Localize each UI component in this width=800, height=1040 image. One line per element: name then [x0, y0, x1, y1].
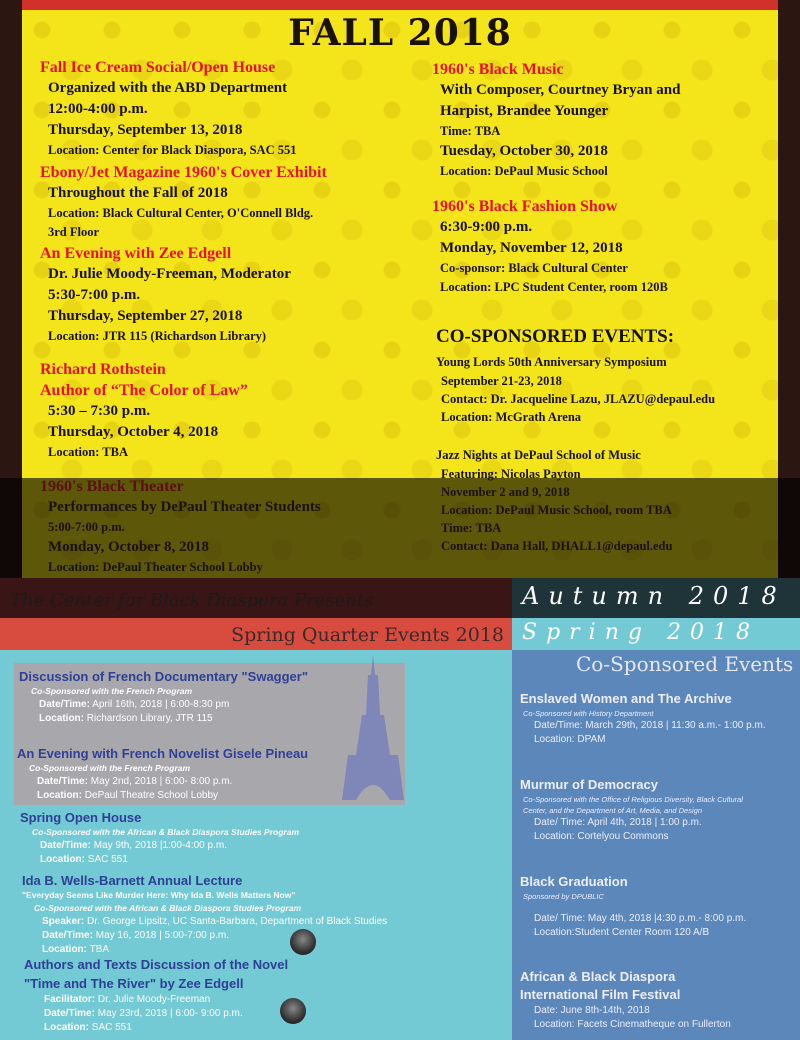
event-detail: Date: June 8th-14th, 2018 — [534, 1005, 650, 1016]
detail-value: TBA — [89, 944, 110, 955]
detail-label: Location: — [39, 713, 84, 724]
event-detail: Monday, October 8, 2018 — [48, 539, 209, 555]
event-detail — [24, 1007, 288, 1021]
detail-label: Location: — [37, 790, 82, 801]
event-detail: 3rd Floor — [48, 225, 100, 239]
event-title: Richard Rothstein — [40, 361, 166, 378]
fall-event — [40, 243, 291, 346]
event-detail — [20, 839, 299, 853]
event-detail: Contact: Dr. Jacqueline Lazu, JLAZU@depaul.edu — [441, 392, 716, 406]
event-detail — [19, 698, 308, 712]
event-title: 1960's Black Theater — [40, 478, 184, 495]
event-detail: Dr. Julie Moody-Freeman, Moderator — [48, 266, 291, 282]
event-title: 1960's Black Fashion Show — [432, 198, 618, 215]
event-title: Author of “The Color of Law” — [40, 382, 248, 399]
event-title: Authors and Texts Discussion of the Novel — [24, 957, 289, 972]
detail-value: May 16, 2018 | 5:00-7:00 p.m. — [95, 930, 229, 941]
ida-b-wells-photo — [290, 929, 316, 955]
event-detail: Location: DePaul Theater School Lobby — [48, 560, 263, 574]
event-detail: 5:30 – 7:30 p.m. — [48, 403, 151, 419]
fall-event — [40, 57, 297, 160]
event-detail: Monday, November 12, 2018 — [440, 240, 623, 256]
event-detail: Organized with the ABD Department — [48, 80, 288, 96]
fall-event — [40, 359, 248, 462]
spring-event — [22, 872, 387, 957]
fall-title: FALL 2018 — [288, 12, 512, 54]
event-title: Black Graduation — [520, 874, 628, 889]
detail-label: Facilitator: — [44, 994, 96, 1005]
event-detail — [24, 1021, 288, 1035]
detail-label: Date/Time: — [42, 930, 93, 941]
detail-label: Date/Time: — [44, 1008, 95, 1019]
cosponsored-event — [520, 968, 731, 1032]
event-detail: Co-sponsor: Black Cultural Center — [440, 261, 628, 275]
event-detail: 5:00-7:00 p.m. — [48, 520, 125, 534]
event-detail: Location: Center for Black Diaspora, SAC 551 — [48, 143, 297, 157]
event-cosponsor: Co-Sponsored with the African & Black Diaspora Studies Program — [32, 827, 300, 837]
event-detail: Date/Time: March 29th, 2018 | 11:30 a.m.- 1:00 p.m. — [534, 720, 766, 731]
spring-label: Spring 2018 — [522, 620, 759, 645]
spring-quarter-heading: Spring Quarter Events 2018 — [231, 624, 504, 646]
spring-event — [17, 745, 308, 803]
event-detail: Thursday, September 13, 2018 — [48, 122, 243, 138]
event-detail: November 2 and 9, 2018 — [441, 485, 570, 499]
detail-value: April 16th, 2018 | 6:00-8:30 pm — [92, 699, 230, 710]
event-detail: Performances by DePaul Theater Students — [48, 499, 321, 515]
event-detail: Location: Black Cultural Center, O'Connell Bldg. — [48, 206, 314, 220]
event-title: African & Black Diaspora — [520, 969, 676, 984]
fall-event — [40, 162, 327, 242]
detail-value: May 23rd, 2018 | 6:00- 9:00 p.m. — [97, 1008, 243, 1019]
cosponsored-heading: CO-SPONSORED EVENTS: — [436, 326, 675, 347]
spring-event — [24, 955, 288, 1035]
detail-label: Location: — [42, 944, 87, 955]
cosponsored-event — [436, 446, 672, 555]
event-quote: "Everyday Seems Like Murder Here: Why Ida B. Wells Matters Now" — [22, 890, 296, 900]
event-detail: Time: TBA — [441, 521, 502, 535]
event-detail — [22, 915, 387, 929]
detail-value: May 9th, 2018 |1:00-4:00 p.m. — [93, 840, 227, 851]
event-detail: Contact: Dana Hall, DHALL1@depaul.edu — [441, 539, 673, 553]
detail-label: Date/Time: — [40, 840, 91, 851]
event-title: Enslaved Women and The Archive — [520, 691, 732, 706]
event-detail: Tuesday, October 30, 2018 — [440, 143, 608, 159]
event-title: "Time and The River" by Zee Edgell — [24, 976, 244, 991]
cosponsored-event — [520, 873, 746, 940]
event-detail: Featuring: Nicolas Payton — [441, 467, 581, 481]
event-detail: 12:00-4:00 p.m. — [48, 101, 148, 117]
event-detail — [19, 712, 308, 726]
event-detail: With Composer, Courtney Bryan and — [440, 82, 681, 98]
event-detail: Location: Facets Cinematheque on Fullerton — [534, 1019, 731, 1030]
event-detail: Location: Cortelyou Commons — [534, 831, 669, 842]
event-detail: Location: McGrath Arena — [441, 410, 582, 424]
detail-value: Dr. Julie Moody-Freeman — [97, 994, 211, 1005]
detail-value: Richardson Library, JTR 115 — [86, 713, 213, 724]
event-detail — [24, 993, 288, 1007]
spring-event — [19, 668, 308, 726]
event-title: International Film Festival — [520, 987, 681, 1002]
event-detail: Time: TBA — [440, 124, 501, 138]
cosponsored-event — [520, 776, 743, 844]
event-detail — [17, 775, 308, 789]
event-cosponsor: Co-Sponsored with the French Program — [29, 763, 191, 773]
event-title: 1960's Black Music — [432, 61, 564, 78]
event-detail: Location: DePaul Music School, room TBA — [441, 503, 672, 517]
event-detail: Location: TBA — [48, 445, 128, 459]
event-detail: 5:30-7:00 p.m. — [48, 287, 141, 303]
event-title: Spring Open House — [20, 810, 142, 825]
event-detail — [17, 789, 308, 803]
event-detail: September 21-23, 2018 — [441, 374, 562, 388]
detail-label: Date/Time: — [39, 699, 90, 710]
event-detail: Date/ Time: April 4th, 2018 | 1:00 p.m. — [534, 817, 702, 828]
detail-value: May 2nd, 2018 | 6:00- 8:00 p.m. — [90, 776, 233, 787]
event-title: Ida B. Wells-Barnett Annual Lecture — [22, 873, 243, 888]
event-cosponsor: Sponsored by DPUBLIC — [523, 892, 604, 901]
event-cosponsor: Center, and the Department of Art, Media, and Design — [523, 806, 702, 815]
event-detail: 6:30-9:00 p.m. — [440, 219, 533, 235]
detail-value: DePaul Theatre School Lobby — [84, 790, 219, 801]
event-title: An Evening with Zee Edgell — [40, 245, 232, 262]
autumn-label: Autumn 2018 — [522, 582, 786, 610]
cosponsored-heading: Co-Sponsored Events — [576, 652, 794, 676]
detail-label: Date/Time: — [37, 776, 88, 787]
zee-edgell-photo — [280, 998, 306, 1024]
event-detail — [22, 929, 387, 943]
event-title: Ebony/Jet Magazine 1960's Cover Exhibit — [40, 164, 327, 181]
eiffel-tower-icon — [338, 655, 408, 805]
presents-heading: The Center for Black Diaspora Presents — [10, 590, 374, 611]
fall-event — [432, 196, 668, 297]
event-title: Young Lords 50th Anniversary Symposium — [436, 355, 667, 369]
fall-event — [432, 59, 680, 181]
event-detail: Location:Student Center Room 120 A/B — [534, 927, 710, 938]
event-detail: Location: DePaul Music School — [440, 164, 608, 178]
event-detail — [20, 853, 299, 867]
event-detail: Thursday, September 27, 2018 — [48, 308, 243, 324]
event-title: Discussion of French Documentary "Swagger" — [19, 669, 309, 684]
event-title: Jazz Nights at DePaul School of Music — [436, 448, 641, 462]
event-detail: Location: DPAM — [534, 734, 606, 745]
event-title: An Evening with French Novelist Gisele Pineau — [17, 746, 309, 761]
event-cosponsor: Co-Sponsored with History Department — [523, 709, 654, 718]
event-title: Fall Ice Cream Social/Open House — [40, 59, 276, 76]
event-detail: Thursday, October 4, 2018 — [48, 424, 219, 440]
cosponsored-event — [520, 690, 766, 747]
event-cosponsor: Co-Sponsored with the African & Black Diaspora Studies Program — [34, 903, 302, 913]
event-detail: Location: LPC Student Center, room 120B — [440, 280, 668, 294]
event-detail: Location: JTR 115 (Richardson Library) — [48, 329, 267, 343]
event-detail: Harpist, Brandee Younger — [440, 103, 609, 119]
detail-value: SAC 551 — [87, 854, 128, 865]
detail-value: Dr. George Lipsitz, UC Santa-Barbara, Department of Black Studies — [87, 916, 388, 927]
fall-event — [40, 476, 321, 577]
detail-label: Location: — [40, 854, 85, 865]
detail-value: SAC 551 — [91, 1022, 132, 1033]
event-cosponsor: Co-Sponsored with the Office of Religious Diversity, Black Cultural — [523, 795, 743, 804]
event-title: Murmur of Democracy — [520, 777, 658, 792]
event-detail: Throughout the Fall of 2018 — [48, 185, 228, 201]
cosponsored-event — [436, 353, 715, 426]
detail-label: Speaker: — [42, 916, 85, 927]
event-cosponsor: Co-Sponsored with the French Program — [31, 686, 193, 696]
detail-label: Location: — [44, 1022, 89, 1033]
event-detail: Date/ Time: May 4th, 2018 |4:30 p.m.- 8:00 p.m. — [534, 913, 747, 924]
spring-event — [20, 809, 299, 867]
